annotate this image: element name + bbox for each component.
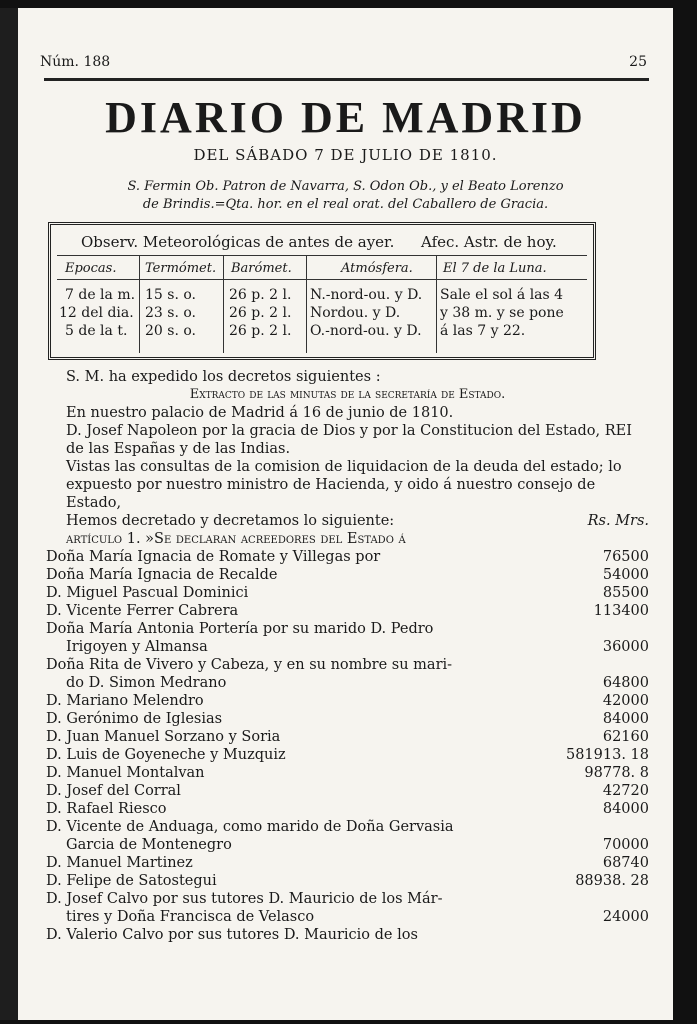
creditor-name: D. Mariano Melendro	[46, 693, 204, 709]
newspaper-page	[18, 8, 673, 1020]
creditor-name: D. Manuel Montalvan	[46, 765, 205, 781]
page-number: 25	[629, 54, 647, 70]
creditor-name: D. Luis de Goyeneche y Muzquiz	[46, 747, 286, 763]
masthead-title: DIARIO DE MADRID	[105, 93, 586, 142]
atmos-cell: N.-nord-ou. y D.	[310, 287, 423, 303]
list-item	[46, 800, 649, 818]
creditor-name: D. Vicente de Anduaga, como marido de Doña Gervasia	[46, 819, 454, 835]
creditor-amount: 68740	[602, 855, 649, 871]
creditor-amount: 84000	[602, 801, 649, 817]
creditor-amount: 54000	[602, 567, 649, 583]
creditor-amount: 62160	[602, 729, 649, 745]
luna-line: Sale el sol á las 4	[440, 287, 564, 303]
epoca-cell: 12 del dia.	[59, 305, 134, 321]
paragraph: Hemos decretado y decretamos lo siguiente:	[66, 513, 395, 529]
issue-number: Núm. 188	[40, 54, 111, 70]
creditor-amount: 24000	[602, 909, 649, 925]
list-item	[46, 782, 649, 800]
amount-column-header: Rs. Mrs.	[587, 513, 649, 529]
creditor-amount: 85500	[602, 585, 649, 601]
list-item	[46, 890, 649, 926]
epoca-cell: 7 de la m.	[65, 287, 136, 303]
col-atmosfera: Atmósfera.	[341, 261, 413, 276]
list-item	[46, 854, 649, 872]
creditor-name-cont: tires y Doña Francisca de Velasco	[66, 909, 315, 925]
weather-right-title: Afec. Astr. de hoy.	[421, 233, 557, 251]
list-item	[46, 548, 649, 566]
termo-cell: 23 s. o.	[145, 305, 196, 321]
paragraph: D. Josef Napoleon por la gracia de Dios y por la Constitucion del Estado, REI de las Españas y de las Indias.	[66, 423, 632, 457]
creditor-name: Doña María Ignacia de Recalde	[46, 567, 278, 583]
list-item	[46, 710, 649, 728]
list-item	[46, 926, 649, 944]
header-rule	[44, 78, 649, 81]
creditor-name: D. Rafael Riesco	[46, 801, 167, 817]
list-item	[46, 764, 649, 782]
baro-cell: 26 p. 2 l.	[229, 323, 292, 339]
extract-heading: Extracto de las minutas de la secretaría de Estado.	[189, 387, 506, 402]
creditor-name: Doña María Antonia Portería por su marido D. Pedro	[46, 621, 434, 637]
col-luna: El 7 de la Luna.	[443, 261, 547, 276]
paragraph: En nuestro palacio de Madrid á 16 de junio de 1810.	[66, 405, 454, 421]
baro-cell: 26 p. 2 l.	[229, 287, 292, 303]
col-epocas: Epocas.	[65, 261, 117, 276]
table-col-divider	[139, 255, 140, 353]
creditor-amount: 36000	[602, 639, 649, 655]
creditor-amount: 581913. 18	[565, 747, 649, 763]
creditor-amount: 42000	[602, 693, 649, 709]
list-item	[46, 602, 649, 620]
creditor-name: D. Gerónimo de Iglesias	[46, 711, 223, 727]
list-item	[46, 872, 649, 890]
creditor-amount: 42720	[602, 783, 649, 799]
weather-left-title: Observ. Meteorológicas de antes de ayer.	[81, 233, 395, 251]
luna-line: á las 7 y 22.	[440, 323, 526, 339]
creditor-name: D. Felipe de Satostegui	[46, 873, 217, 889]
saints-line	[48, 178, 643, 214]
creditor-name: D. Josef Calvo por sus tutores D. Mauricio de los Már-	[46, 891, 443, 907]
issue-date: DEL SÁBADO 7 DE JULIO DE 1810.	[193, 146, 498, 164]
creditor-name: D. Miguel Pascual Dominici	[46, 585, 249, 601]
article-body	[46, 368, 649, 944]
creditor-amount: 64800	[602, 675, 649, 691]
creditor-name: D. Josef del Corral	[46, 783, 181, 799]
creditor-name-cont: Irigoyen y Almansa	[66, 639, 208, 655]
table-rule	[57, 279, 587, 280]
weather-table	[48, 222, 596, 360]
table-col-divider	[436, 255, 437, 353]
creditor-amount: 113400	[593, 603, 649, 619]
list-item	[46, 584, 649, 602]
saints-line-2: de Brindis.=Qta. hor. en el real orat. del Caballero de Gracia.	[142, 197, 549, 212]
list-item	[46, 656, 649, 692]
list-item	[46, 692, 649, 710]
list-item	[46, 728, 649, 746]
intro-text: S. M. ha expedido los decretos siguientes :	[66, 369, 381, 385]
termo-cell: 15 s. o.	[145, 287, 196, 303]
creditor-name: Doña Rita de Vivero y Cabeza, y en su nombre su mari-	[46, 657, 453, 673]
list-item	[46, 746, 649, 764]
creditor-name-cont: do D. Simon Medrano	[66, 675, 227, 691]
creditor-amount: 88938. 28	[575, 873, 649, 889]
article-1: artículo 1. »Se declaran acreedores del Estado á	[66, 531, 406, 547]
creditor-list	[46, 548, 649, 944]
saints-line-1: S. Fermin Ob. Patron de Navarra, S. Odon Ob., y el Beato Lorenzo	[127, 179, 564, 194]
epoca-cell: 5 de la t.	[65, 323, 128, 339]
baro-cell: 26 p. 2 l.	[229, 305, 292, 321]
creditor-amount: 70000	[602, 837, 649, 853]
atmos-cell: Nordou. y D.	[310, 305, 401, 321]
creditor-name: D. Juan Manuel Sorzano y Soria	[46, 729, 281, 745]
col-barometro: Barómet.	[231, 261, 292, 276]
creditor-amount: 84000	[602, 711, 649, 727]
list-item	[46, 620, 649, 656]
table-rule	[57, 255, 587, 256]
termo-cell: 20 s. o.	[145, 323, 196, 339]
creditor-name: D. Valerio Calvo por sus tutores D. Mauricio de los	[46, 927, 418, 943]
table-col-divider	[223, 255, 224, 353]
decree-line	[46, 512, 649, 530]
creditor-amount: 76500	[602, 549, 649, 565]
luna-line: y 38 m. y se pone	[440, 305, 564, 321]
list-item	[46, 566, 649, 584]
table-col-divider	[306, 255, 307, 353]
creditor-name-cont: Garcia de Montenegro	[66, 837, 232, 853]
creditor-name: D. Vicente Ferrer Cabrera	[46, 603, 239, 619]
creditor-name: D. Manuel Martinez	[46, 855, 193, 871]
creditor-name: Doña María Ignacia de Romate y Villegas por	[46, 549, 381, 565]
paragraph: Vistas las consultas de la comision de liquidacion de la deuda del estado; lo expuesto por nuestro ministro de Hacienda, y oido á nuestro consejo de Estado,	[66, 459, 622, 511]
creditor-amount: 98778. 8	[584, 765, 649, 781]
list-item	[46, 818, 649, 854]
atmos-cell: O.-nord-ou. y D.	[310, 323, 422, 339]
col-termometro: Termómet.	[145, 261, 217, 276]
